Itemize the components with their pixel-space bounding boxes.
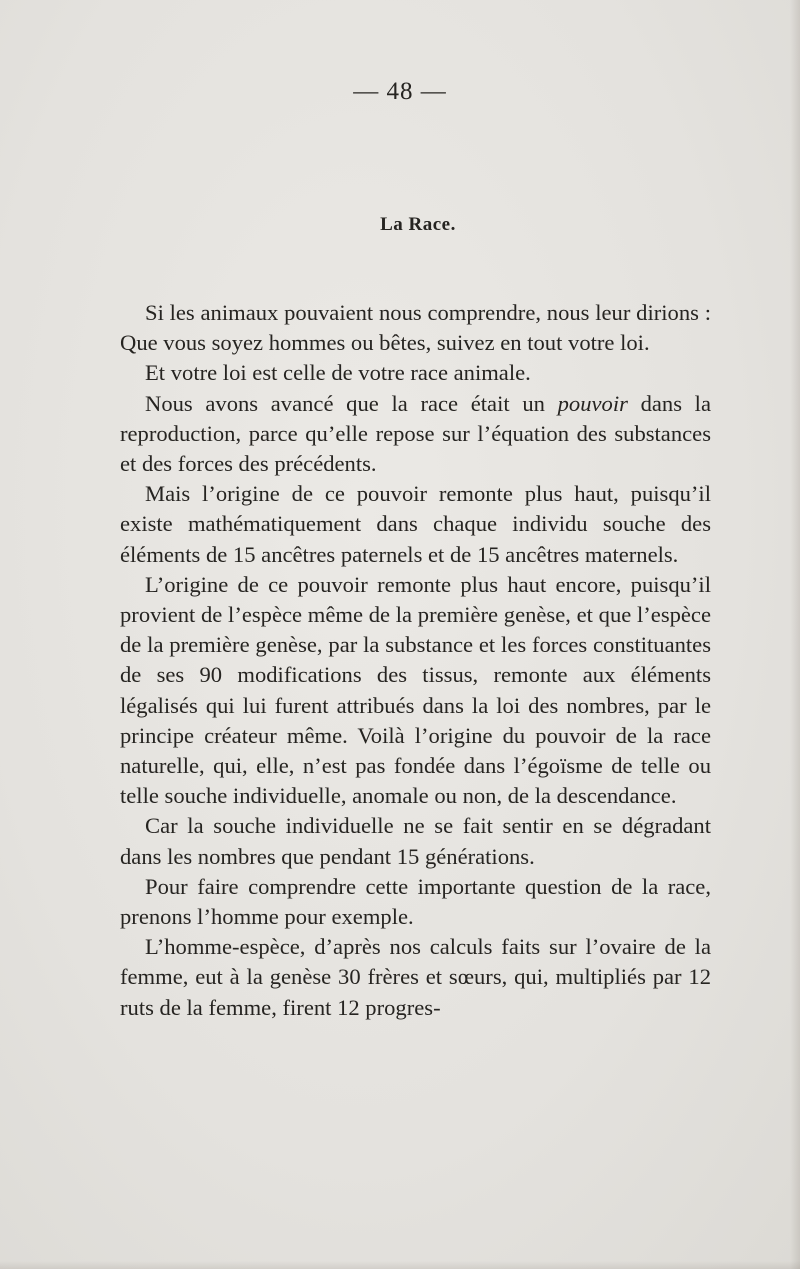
paragraph-3-text-after: dans la reproduction, parce qu’elle repose sur l’équation des substances et des forces des précédents. (120, 390, 711, 477)
paragraph-8: L’homme-espèce, d’après nos calculs faits sur l’ovaire de la femme, eut à la genèse 30 frères et sœurs, qui, multipliés par 12 ruts de la femme, firent 12 progres- (120, 934, 711, 1020)
paragraph-4: Mais l’origine de ce pouvoir remonte plus haut, puisqu’il existe mathématiquement dans chaque individu souche des éléments de 15 ancêtres paternels et de 15 ancêtres maternels. (120, 481, 711, 567)
paragraph-7: Pour faire comprendre cette importante question de la race, prenons l’homme pour exemple. (120, 873, 711, 930)
body-text (120, 298, 711, 1023)
paragraph-5: L’origine de ce pouvoir remonte plus haut encore, puisqu’il provient de l’espèce même de la première genèse, et que l’espèce de la première genèse, par la substance et les forces constituantes de ses 90 modifications des tissus, remonte aux éléments légalisés qui lui furent attribués dans la loi des nombres, par le principe créateur même. Voilà l’origine du pouvoir de la race naturelle, qui, elle, n’est pas fondée dans l’égoïsme de telle ou telle souche individuelle, anomale ou non, de la descendance. (120, 571, 711, 809)
page-number: — 48 — (353, 78, 447, 105)
emphasis-pouvoir: pouvoir (557, 390, 628, 416)
page-edge-shadow (790, 0, 800, 1269)
paragraph-6: Car la souche individuelle ne se fait sentir en se dégradant dans les nombres que pendant 15 générations. (120, 813, 711, 869)
section-title: La Race. (380, 214, 456, 235)
paragraph-3 (120, 389, 711, 480)
paragraph-2: Et votre loi est celle de votre race animale. (145, 360, 531, 386)
page-bottom-shadow (0, 1261, 800, 1269)
paragraph-1: Si les animaux pouvaient nous comprendre, nous leur dirions : Que vous soyez hommes ou bêtes, suivez en tout votre loi. (120, 300, 711, 356)
paragraph-3-text-before: Nous avons avancé que la race était un (145, 390, 558, 416)
